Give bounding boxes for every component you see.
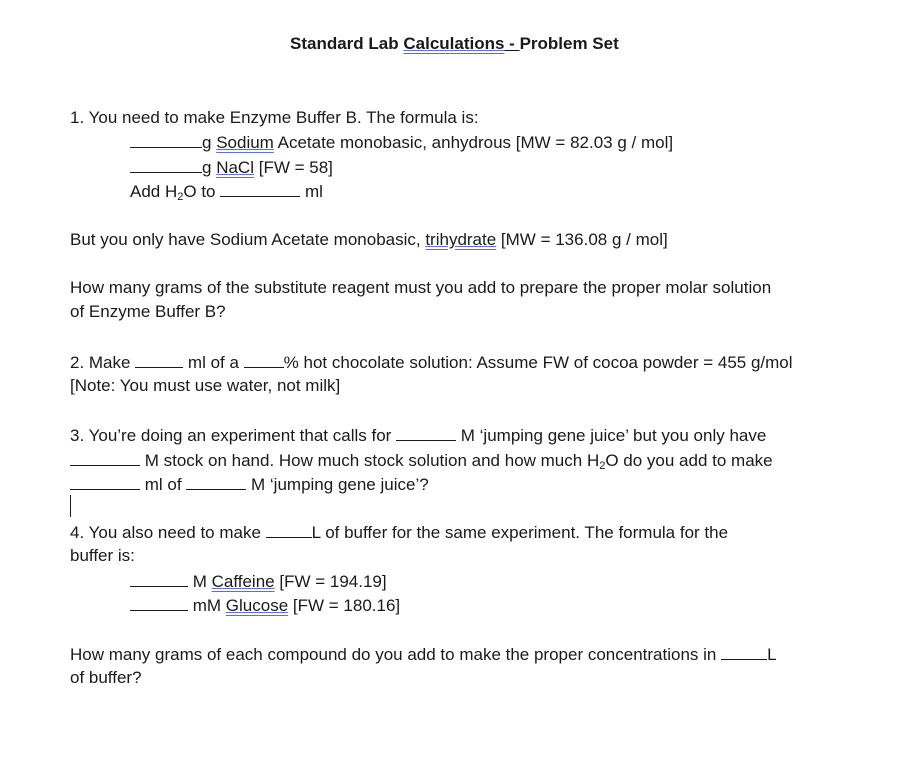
q1-row3-pre: Add H (130, 182, 178, 201)
q4-row1-unit: M (188, 572, 212, 591)
q1-row3-end: ml (300, 182, 323, 201)
q3-blank-volume[interactable] (70, 473, 140, 490)
q2-blank-ml[interactable] (135, 351, 183, 368)
q4-question-a: How many grams of each compound do you add to make the proper concentrations in (70, 645, 722, 664)
q4-row1-reagent: Caffeine (211, 572, 275, 591)
q1-row3-sub: 2 (177, 191, 184, 203)
q3-blank-target-molarity[interactable] (396, 424, 456, 441)
q4-row1-rest: [FW = 194.19] (274, 572, 387, 591)
q1-row1-rest: Acetate monobasic, anhydrous [MW = 82.03 g / mol] (273, 133, 674, 152)
q4-formula-row-2 (130, 594, 400, 617)
q1-question-line-2: of Enzyme Buffer B? (70, 302, 226, 321)
page-title (290, 33, 619, 55)
q3-line3-b: M ‘jumping gene juice’? (246, 475, 429, 494)
q1-formula-row-1 (130, 131, 673, 154)
title-part-3: - (504, 34, 520, 53)
q3-blank-final-molarity[interactable] (186, 473, 246, 490)
q1-blank-nacl[interactable] (130, 156, 202, 173)
q3-line-1 (70, 424, 766, 447)
q4-row2-unit: mM (188, 596, 226, 615)
q4-blank-liters[interactable] (266, 521, 312, 538)
q1-row2-g: g (202, 158, 212, 177)
q2-line1-b: ml of a (183, 353, 244, 372)
q4-question-line-2: of buffer? (70, 668, 142, 687)
title-part-2: Calculations (403, 34, 505, 53)
q3-line-3 (70, 473, 429, 496)
q1-formula-row-3 (130, 180, 323, 208)
q4-question-b: L (767, 645, 777, 664)
q3-line1-a: 3. You’re doing an experiment that calls for (70, 426, 397, 445)
q1-substitute-post: [MW = 136.08 g / mol] (496, 230, 668, 249)
q1-substitute (70, 229, 668, 251)
q1-intro: 1. You need to make Enzyme Buffer B. The formula is: (70, 108, 479, 127)
q4-formula-row-1 (130, 570, 387, 593)
q1-formula-row-2 (130, 156, 333, 179)
q4-blank-final-liters[interactable] (721, 643, 767, 660)
q2-line-2: [Note: You must use water, not milk] (70, 376, 341, 395)
q1-substitute-pre: But you only have Sodium Acetate monobasic, (70, 230, 426, 249)
q1-row1-reagent: Sodium (216, 133, 274, 152)
title-part-4: Problem Set (519, 34, 619, 53)
q3-line3-a: ml of (140, 475, 187, 494)
q1-substitute-word: trihydrate (425, 230, 497, 249)
q4-row2-reagent: Glucose (225, 596, 289, 615)
q4-line-2: buffer is: (70, 546, 135, 565)
q2-blank-percent[interactable] (244, 351, 284, 368)
q4-row2-rest: [FW = 180.16] (288, 596, 401, 615)
q4-blank-glucose[interactable] (130, 594, 188, 611)
q3-line2-a: M stock on hand. How much stock solution and how much H (140, 451, 600, 470)
q3-line2-sub: 2 (599, 460, 606, 472)
q4-line-1 (70, 521, 728, 544)
q1-row2-reagent: NaCl (216, 158, 254, 177)
q4-line1-b: L of buffer for the same experiment. The formula for the (311, 523, 729, 542)
q1-row1-g: g (202, 133, 212, 152)
q3-line2-b: O do you add to make (605, 451, 773, 470)
q1-row2-rest: [FW = 58] (254, 158, 333, 177)
q1-question-line-1: How many grams of the substitute reagent must you add to prepare the proper molar solution (70, 278, 772, 297)
title-part-1: Standard Lab (290, 34, 404, 53)
text-cursor (70, 495, 71, 517)
q2-line1-a: 2. Make (70, 353, 136, 372)
q4-blank-caffeine[interactable] (130, 570, 188, 587)
q3-line1-b: M ‘jumping gene juice’ but you only have (456, 426, 767, 445)
q3-blank-stock-molarity[interactable] (70, 449, 140, 466)
q1-blank-sodium-acetate[interactable] (130, 131, 202, 148)
q4-line1-a: 4. You also need to make (70, 523, 266, 542)
q2-line-1 (70, 351, 793, 374)
q2-line1-c: % hot chocolate solution: Assume FW of cocoa powder = 455 g/mol (283, 353, 793, 372)
q1-blank-volume[interactable] (220, 180, 300, 197)
q1-row3-mid: O to (183, 182, 221, 201)
q4-question-line-1 (70, 643, 777, 666)
